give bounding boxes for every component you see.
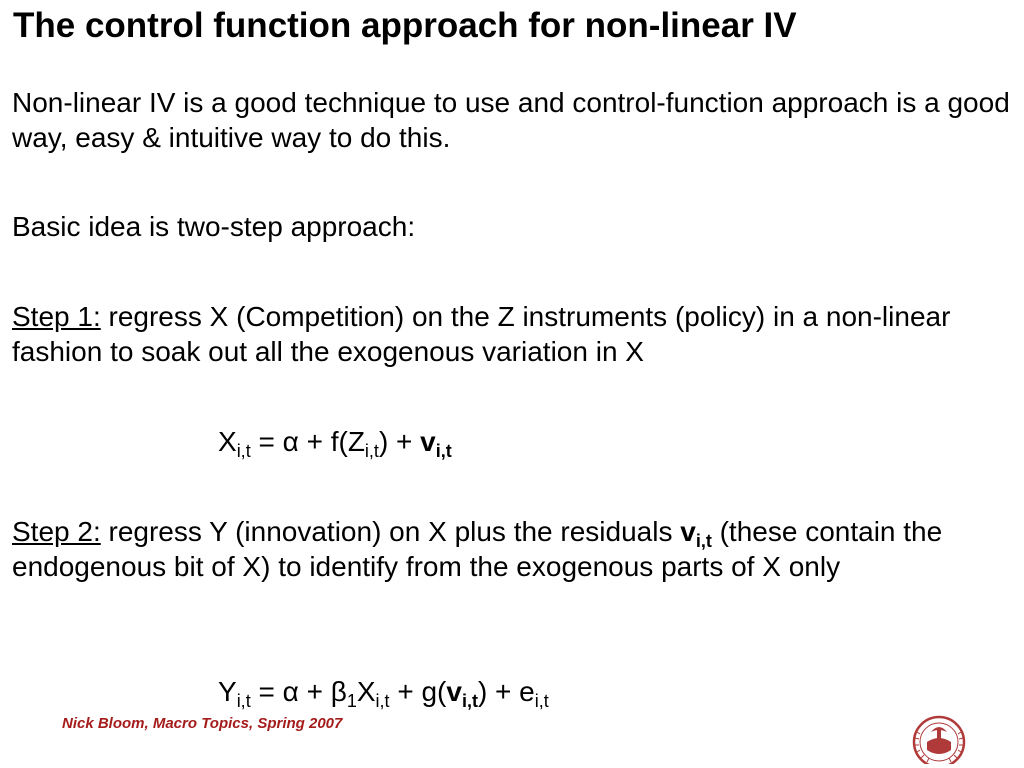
eq1-v-sub: i,t <box>435 441 452 461</box>
step1-label: Step 1: <box>12 301 101 332</box>
intro-paragraph: Non-linear IV is a good technique to use and control-function approach is a good way, easy & intuitive way to do this. <box>12 87 1010 153</box>
eq2-beta-sub: 1 <box>346 691 357 711</box>
step2-residual-v: $v_{i,t}$ <box>680 516 712 551</box>
equation-step1 <box>218 424 452 460</box>
slide-title: The control function approach for non-linear IV <box>13 6 797 45</box>
equation-step2 <box>218 674 549 710</box>
step2-text-before: regress Y (innovation) on X plus the residuals <box>100 516 681 547</box>
step1-text: regress X (Competition) on the Z instruments (policy) in a non-linear fashion to soak out all the exogenous variation in X <box>12 301 951 367</box>
step2-residual-v-sub: i,t <box>695 531 712 551</box>
eq1-z-sub: i,t <box>364 441 379 461</box>
eq2-part3: ) + e <box>477 676 535 707</box>
university-seal-logo <box>903 712 975 764</box>
eq1-lhs: X <box>218 426 237 457</box>
eq2-lhs: Y <box>218 676 237 707</box>
eq2-x-sub: i,t <box>375 691 390 711</box>
eq1-lhs-sub: i,t <box>236 441 251 461</box>
eq1-v: $v_{i,t}$ <box>420 426 452 461</box>
eq2-x: X <box>356 676 376 707</box>
basic-idea-paragraph: Basic idea is two-step approach: <box>12 211 416 242</box>
step2-paragraph <box>12 514 1012 584</box>
slide-footer: Nick Bloom, Macro Topics, Spring 2007 <box>62 715 343 732</box>
eq2-v-sub: i,t <box>461 691 478 711</box>
eq2-e-sub: i,t <box>534 691 549 711</box>
eq1-part2: ) + <box>378 426 421 457</box>
eq1-part1: = α + f(Z <box>250 426 365 457</box>
step2-label: Step 2: <box>12 516 101 547</box>
eq2-part1: = α + β <box>250 676 347 707</box>
eq2-v: $v_{i,t}$ <box>446 676 478 711</box>
step2-text-after: (these contain the endogenous bit of X) to identify from the exogenous parts of X only <box>12 516 943 582</box>
eq2-part2: + g( <box>389 676 447 707</box>
eq2-lhs-sub: i,t <box>236 691 251 711</box>
step1-paragraph <box>12 299 1012 369</box>
